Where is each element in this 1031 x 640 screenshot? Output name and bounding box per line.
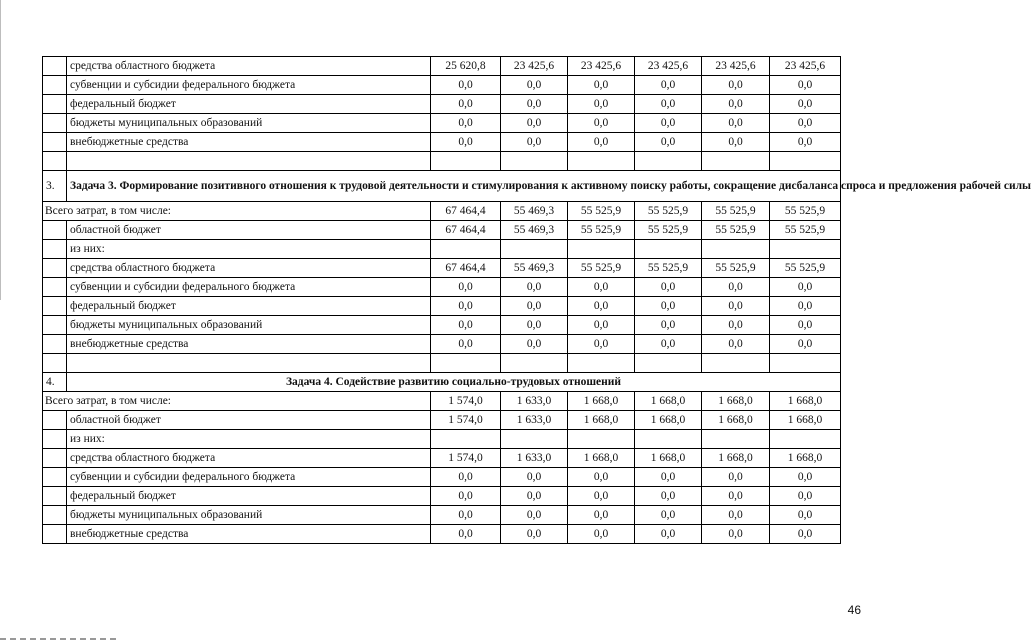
- row-label-total: Всего затрат, в том числе:: [43, 202, 431, 221]
- table-row: [43, 449, 841, 468]
- value-cell: 0,0: [770, 278, 841, 297]
- value-cell: 0,0: [431, 297, 501, 316]
- value-cell: 1 668,0: [635, 392, 702, 411]
- value-cell: 0,0: [635, 95, 702, 114]
- value-cell: [635, 240, 702, 259]
- table-row: [43, 76, 841, 95]
- row-label: субвенции и субсидии федерального бюджета: [67, 278, 431, 297]
- value-cell: 0,0: [431, 95, 501, 114]
- value-cell: 0,0: [501, 468, 568, 487]
- value-cell: 23 425,6: [635, 57, 702, 76]
- row-label: федеральный бюджет: [67, 297, 431, 316]
- row-label: субвенции и субсидии федерального бюджета: [67, 468, 431, 487]
- row-number-cell: [43, 114, 67, 133]
- value-cell: 55 525,9: [635, 202, 702, 221]
- value-cell: [702, 430, 770, 449]
- value-cell: 0,0: [568, 335, 635, 354]
- value-cell: 0,0: [431, 76, 501, 95]
- value-cell: 0,0: [568, 525, 635, 544]
- value-cell: 0,0: [770, 297, 841, 316]
- row-label: из них:: [67, 240, 431, 259]
- value-cell: 0,0: [702, 335, 770, 354]
- value-cell: 0,0: [431, 335, 501, 354]
- table-row: [43, 133, 841, 152]
- value-cell: 0,0: [568, 487, 635, 506]
- value-cell: 0,0: [770, 335, 841, 354]
- value-cell: [431, 152, 501, 171]
- value-cell: 0,0: [702, 133, 770, 152]
- value-cell: [568, 354, 635, 373]
- value-cell: 0,0: [702, 278, 770, 297]
- value-cell: [635, 430, 702, 449]
- row-number-cell: [43, 133, 67, 152]
- task-heading-row: [43, 373, 841, 392]
- value-cell: 0,0: [770, 468, 841, 487]
- task-number: 4.: [43, 373, 67, 392]
- value-cell: 0,0: [635, 297, 702, 316]
- value-cell: 0,0: [702, 76, 770, 95]
- value-cell: 0,0: [635, 133, 702, 152]
- value-cell: [770, 354, 841, 373]
- row-number-cell: [43, 316, 67, 335]
- row-number-cell: [43, 449, 67, 468]
- value-cell: 55 525,9: [770, 259, 841, 278]
- value-cell: [635, 152, 702, 171]
- row-label: внебюджетные средства: [67, 133, 431, 152]
- value-cell: 0,0: [635, 76, 702, 95]
- value-cell: 55 469,3: [501, 221, 568, 240]
- row-label: [67, 152, 431, 171]
- value-cell: 55 525,9: [770, 221, 841, 240]
- value-cell: 1 668,0: [702, 392, 770, 411]
- table-row-empty: [43, 152, 841, 171]
- value-cell: [568, 152, 635, 171]
- value-cell: 0,0: [702, 316, 770, 335]
- row-number-cell: [43, 240, 67, 259]
- value-cell: 55 525,9: [568, 202, 635, 221]
- value-cell: 0,0: [702, 297, 770, 316]
- row-label: внебюджетные средства: [67, 335, 431, 354]
- table-row: [43, 95, 841, 114]
- row-label: федеральный бюджет: [67, 95, 431, 114]
- table-row: [43, 57, 841, 76]
- row-label: областной бюджет: [67, 411, 431, 430]
- task-number: 3.: [43, 171, 67, 202]
- task-title: Задача 4. Содействие развитию социально-трудовых отношений: [67, 373, 841, 392]
- value-cell: [431, 240, 501, 259]
- value-cell: 55 525,9: [635, 259, 702, 278]
- value-cell: 55 525,9: [770, 202, 841, 221]
- value-cell: 1 574,0: [431, 449, 501, 468]
- value-cell: [770, 430, 841, 449]
- row-number-cell: [43, 506, 67, 525]
- row-number-cell: [43, 278, 67, 297]
- row-number-cell: [43, 152, 67, 171]
- value-cell: [635, 354, 702, 373]
- scan-page-edge: [0, 0, 1, 300]
- row-number-cell: [43, 354, 67, 373]
- value-cell: 1 668,0: [568, 449, 635, 468]
- row-label: бюджеты муниципальных образований: [67, 506, 431, 525]
- value-cell: 25 620,8: [431, 57, 501, 76]
- value-cell: 0,0: [635, 278, 702, 297]
- value-cell: [501, 354, 568, 373]
- table-row: [43, 392, 841, 411]
- value-cell: 0,0: [770, 114, 841, 133]
- table-row: [43, 525, 841, 544]
- row-number-cell: [43, 525, 67, 544]
- value-cell: [770, 152, 841, 171]
- row-number-cell: [43, 468, 67, 487]
- value-cell: 0,0: [501, 95, 568, 114]
- row-number-cell: [43, 297, 67, 316]
- value-cell: 0,0: [635, 506, 702, 525]
- row-number-cell: [43, 221, 67, 240]
- value-cell: 0,0: [431, 114, 501, 133]
- value-cell: 0,0: [431, 487, 501, 506]
- value-cell: 1 574,0: [431, 411, 501, 430]
- row-label: средства областного бюджета: [67, 57, 431, 76]
- row-number-cell: [43, 76, 67, 95]
- row-label: бюджеты муниципальных образований: [67, 316, 431, 335]
- value-cell: 1 574,0: [431, 392, 501, 411]
- value-cell: 1 633,0: [501, 411, 568, 430]
- value-cell: 55 525,9: [635, 221, 702, 240]
- table-row: [43, 240, 841, 259]
- value-cell: 0,0: [501, 487, 568, 506]
- row-label: средства областного бюджета: [67, 259, 431, 278]
- value-cell: 1 668,0: [568, 411, 635, 430]
- value-cell: 0,0: [568, 506, 635, 525]
- value-cell: 0,0: [431, 468, 501, 487]
- task-heading-row: [43, 171, 841, 202]
- value-cell: 1 633,0: [501, 449, 568, 468]
- value-cell: [702, 354, 770, 373]
- row-label: федеральный бюджет: [67, 487, 431, 506]
- value-cell: 67 464,4: [431, 202, 501, 221]
- value-cell: 55 469,3: [501, 259, 568, 278]
- value-cell: 55 525,9: [702, 221, 770, 240]
- table-row: [43, 114, 841, 133]
- value-cell: [568, 430, 635, 449]
- row-number-cell: [43, 411, 67, 430]
- row-number-cell: [43, 95, 67, 114]
- value-cell: 0,0: [501, 335, 568, 354]
- value-cell: 0,0: [635, 487, 702, 506]
- value-cell: 0,0: [501, 133, 568, 152]
- value-cell: 0,0: [501, 297, 568, 316]
- value-cell: 55 469,3: [501, 202, 568, 221]
- value-cell: 0,0: [501, 316, 568, 335]
- value-cell: 1 668,0: [770, 411, 841, 430]
- row-label: внебюджетные средства: [67, 525, 431, 544]
- value-cell: 0,0: [770, 316, 841, 335]
- value-cell: 1 668,0: [702, 449, 770, 468]
- value-cell: [568, 240, 635, 259]
- row-label: средства областного бюджета: [67, 449, 431, 468]
- value-cell: [770, 240, 841, 259]
- table-row: [43, 487, 841, 506]
- value-cell: [431, 354, 501, 373]
- value-cell: 1 668,0: [568, 392, 635, 411]
- value-cell: 0,0: [501, 114, 568, 133]
- value-cell: 0,0: [501, 525, 568, 544]
- value-cell: [501, 430, 568, 449]
- row-label: [67, 354, 431, 373]
- row-number-cell: [43, 259, 67, 278]
- row-label: областной бюджет: [67, 221, 431, 240]
- table-row: [43, 259, 841, 278]
- value-cell: 0,0: [431, 525, 501, 544]
- row-label: из них:: [67, 430, 431, 449]
- value-cell: 0,0: [568, 133, 635, 152]
- value-cell: [702, 240, 770, 259]
- value-cell: 0,0: [702, 114, 770, 133]
- value-cell: 55 525,9: [568, 259, 635, 278]
- value-cell: 0,0: [702, 468, 770, 487]
- table-row: [43, 278, 841, 297]
- value-cell: [431, 430, 501, 449]
- value-cell: 0,0: [635, 468, 702, 487]
- value-cell: 1 668,0: [635, 449, 702, 468]
- value-cell: 0,0: [770, 95, 841, 114]
- value-cell: 0,0: [501, 278, 568, 297]
- value-cell: 1 668,0: [770, 449, 841, 468]
- task-title: Задача 3. Формирование позитивного отношения к трудовой деятельности и стимулирования к активному поиску работы, сокращение дисбаланса спроса и предложения рабочей силы: [67, 171, 841, 202]
- value-cell: 0,0: [568, 76, 635, 95]
- value-cell: 23 425,6: [568, 57, 635, 76]
- value-cell: 0,0: [568, 95, 635, 114]
- value-cell: 0,0: [635, 335, 702, 354]
- table-row: [43, 202, 841, 221]
- value-cell: 23 425,6: [770, 57, 841, 76]
- value-cell: 23 425,6: [501, 57, 568, 76]
- row-number-cell: [43, 335, 67, 354]
- table-row: [43, 468, 841, 487]
- value-cell: 0,0: [770, 525, 841, 544]
- value-cell: 0,0: [501, 506, 568, 525]
- value-cell: 0,0: [568, 278, 635, 297]
- row-number-cell: [43, 57, 67, 76]
- row-label: бюджеты муниципальных образований: [67, 114, 431, 133]
- value-cell: 0,0: [702, 525, 770, 544]
- table-row: [43, 221, 841, 240]
- row-label-total: Всего затрат, в том числе:: [43, 392, 431, 411]
- budget-table: [42, 56, 1031, 544]
- value-cell: 0,0: [431, 506, 501, 525]
- value-cell: 0,0: [568, 468, 635, 487]
- value-cell: 1 633,0: [501, 392, 568, 411]
- value-cell: 55 525,9: [568, 221, 635, 240]
- value-cell: 0,0: [431, 278, 501, 297]
- value-cell: [501, 240, 568, 259]
- value-cell: 0,0: [635, 525, 702, 544]
- row-label: субвенции и субсидии федерального бюджета: [67, 76, 431, 95]
- value-cell: 67 464,4: [431, 221, 501, 240]
- value-cell: 0,0: [770, 133, 841, 152]
- value-cell: 0,0: [702, 506, 770, 525]
- table-row: [43, 335, 841, 354]
- value-cell: 23 425,6: [702, 57, 770, 76]
- value-cell: 0,0: [702, 487, 770, 506]
- value-cell: 0,0: [770, 76, 841, 95]
- value-cell: 0,0: [770, 506, 841, 525]
- table-row-empty: [43, 354, 841, 373]
- value-cell: 0,0: [568, 316, 635, 335]
- value-cell: 0,0: [431, 133, 501, 152]
- value-cell: 0,0: [702, 95, 770, 114]
- value-cell: 0,0: [635, 114, 702, 133]
- value-cell: 0,0: [770, 487, 841, 506]
- value-cell: 55 525,9: [702, 202, 770, 221]
- value-cell: 0,0: [501, 76, 568, 95]
- row-number-cell: [43, 487, 67, 506]
- table-row: [43, 506, 841, 525]
- value-cell: 0,0: [635, 316, 702, 335]
- page-number: 46: [847, 603, 861, 617]
- table-row: [43, 430, 841, 449]
- value-cell: [501, 152, 568, 171]
- value-cell: 0,0: [568, 114, 635, 133]
- table-row: [43, 297, 841, 316]
- value-cell: 1 668,0: [635, 411, 702, 430]
- table-row: [43, 316, 841, 335]
- value-cell: 0,0: [568, 297, 635, 316]
- table-row: [43, 411, 841, 430]
- value-cell: 0,0: [431, 316, 501, 335]
- value-cell: 1 668,0: [702, 411, 770, 430]
- row-number-cell: [43, 430, 67, 449]
- value-cell: 55 525,9: [702, 259, 770, 278]
- value-cell: [702, 152, 770, 171]
- value-cell: 67 464,4: [431, 259, 501, 278]
- value-cell: 1 668,0: [770, 392, 841, 411]
